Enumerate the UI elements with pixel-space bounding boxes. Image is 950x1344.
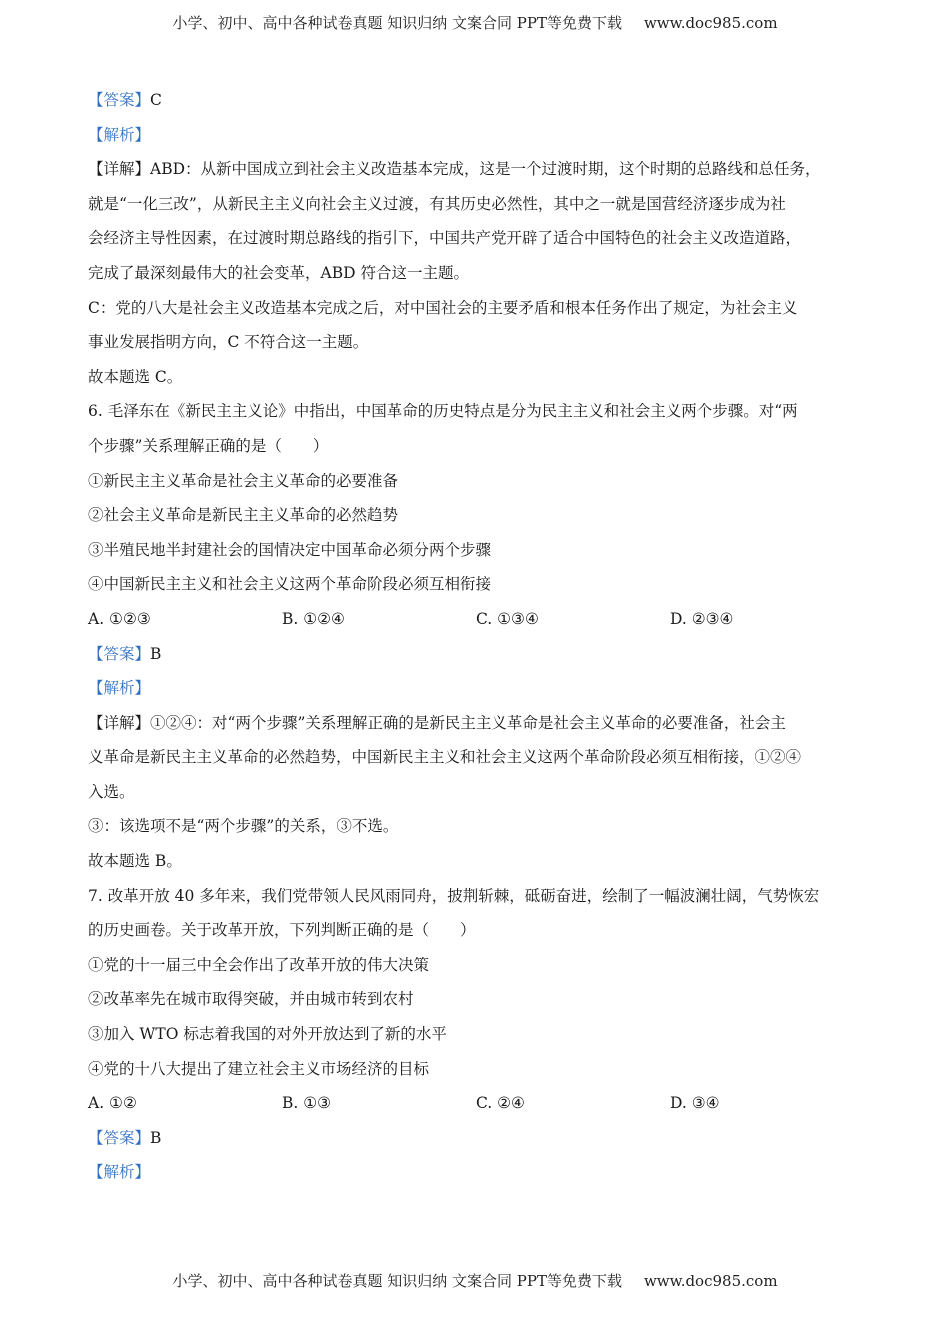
analysis-line [88,1158,878,1193]
statement-item: ①新民主主义革命是社会主义革命的必要准备 [88,471,399,490]
footer-site: www.doc985.com [643,1272,778,1290]
detail-line: 入选。 [88,782,135,801]
question-stem: 7. 改革开放 40 多年来，我们党带领人民风雨同舟，披荆斩棘，砥砺奋进，绘制了一幅波澜壮阔，气势恢宏 [88,886,820,905]
statement-item: ④党的十八大提出了建立社会主义市场经济的目标 [88,1059,430,1078]
detail-line: 会经济主导性因素，在过渡时期总路线的指引下，中国共产党开辟了适合中国特色的社会主义改造道路， [88,229,802,248]
page-footer [0,1270,950,1291]
detail-label: 【详解】 [88,713,151,732]
answer-options [88,605,878,640]
analysis-label: 【解析】 [88,1163,151,1182]
conclusion-line: 故本题选 B。 [88,852,182,871]
option-d: D. ③④ [670,1094,720,1113]
header-text: 小学、初中、高中各种试卷真题 知识归纳 文案合同 PPT等免费下载 [172,14,622,32]
answer-label: 【答案】 [88,1128,151,1147]
conclusion-line: 故本题选 C。 [88,367,183,386]
detail-line [88,155,878,190]
detail-label: 【详解】 [88,160,151,179]
option-a: A. ①② [88,1094,137,1113]
detail-line: 完成了最深刻最伟大的社会变革，ABD 符合这一主题。 [88,263,469,282]
analysis-line [88,674,878,709]
answer-value: C [150,91,162,109]
answer-value: B [150,1128,162,1147]
answer-value: B [150,644,162,663]
answer-options [88,1089,878,1124]
option-c: C. ①③④ [476,609,539,628]
detail-text: ①②④：对“两个步骤”关系理解正确的是新民主主义革命是社会主义革命的必要准备，社会主 [150,713,786,732]
option-b: B. ①②④ [282,609,345,628]
answer-line [88,1124,878,1159]
detail-text: ABD：从新中国成立到社会主义改造基本完成，这是一个过渡时期，这个时期的总路线和总任务， [150,160,821,179]
statement-item: ①党的十一届三中全会作出了改革开放的伟大决策 [88,955,430,974]
statement-item: ③半殖民地半封建社会的国情决定中国革命必须分两个步骤 [88,540,492,559]
detail-line: 事业发展指明方向，C 不符合这一主题。 [88,333,369,352]
option-b: B. ①③ [282,1094,332,1113]
statement-item: ②社会主义革命是新民主主义革命的必然趋势 [88,506,399,525]
statement-item: ②改革率先在城市取得突破，并由城市转到农村 [88,990,414,1009]
question-stem: 个步骤”关系理解正确的是（ ） [88,436,329,455]
option-a: A. ①②③ [88,609,151,628]
detail-line [88,709,878,744]
analysis-line [88,121,878,156]
statement-item: ③加入 WTO 标志着我国的对外开放达到了新的水平 [88,1025,447,1044]
answer-line [88,86,878,121]
answer-line [88,640,878,675]
header-site: www.doc985.com [643,14,778,32]
analysis-label: 【解析】 [88,679,151,698]
answer-label: 【答案】 [88,91,151,109]
detail-line: 就是“一化三改”，从新民主主义向社会主义过渡，有其历史必然性，其中之一就是国营经济逐步成为社 [88,194,786,213]
option-d: D. ②③④ [670,609,734,628]
statement-item: ④中国新民主主义和社会主义这两个革命阶段必须互相衔接 [88,575,492,594]
option-c: C. ②④ [476,1094,525,1113]
footer-text: 小学、初中、高中各种试卷真题 知识归纳 文案合同 PPT等免费下载 [172,1272,622,1290]
question-stem: 6. 毛泽东在《新民主主义论》中指出，中国革命的历史特点是分为民主主义和社会主义两个步骤。对“两 [88,402,798,421]
document-body [88,86,878,1193]
detail-line: 义革命是新民主主义革命的必然趋势，中国新民主主义和社会主义这两个革命阶段必须互相衔接，①②④ [88,748,802,767]
analysis-label: 【解析】 [88,125,151,144]
detail-line: C：党的八大是社会主义改造基本完成之后，对中国社会的主要矛盾和根本任务作出了规定，为社会主义 [88,298,798,317]
detail-line: ③：该选项不是“两个步骤”的关系，③不选。 [88,817,399,836]
question-stem: 的历史画卷。关于改革开放，下列判断正确的是（ ） [88,921,476,940]
answer-label: 【答案】 [88,644,151,663]
page-header [0,12,950,33]
